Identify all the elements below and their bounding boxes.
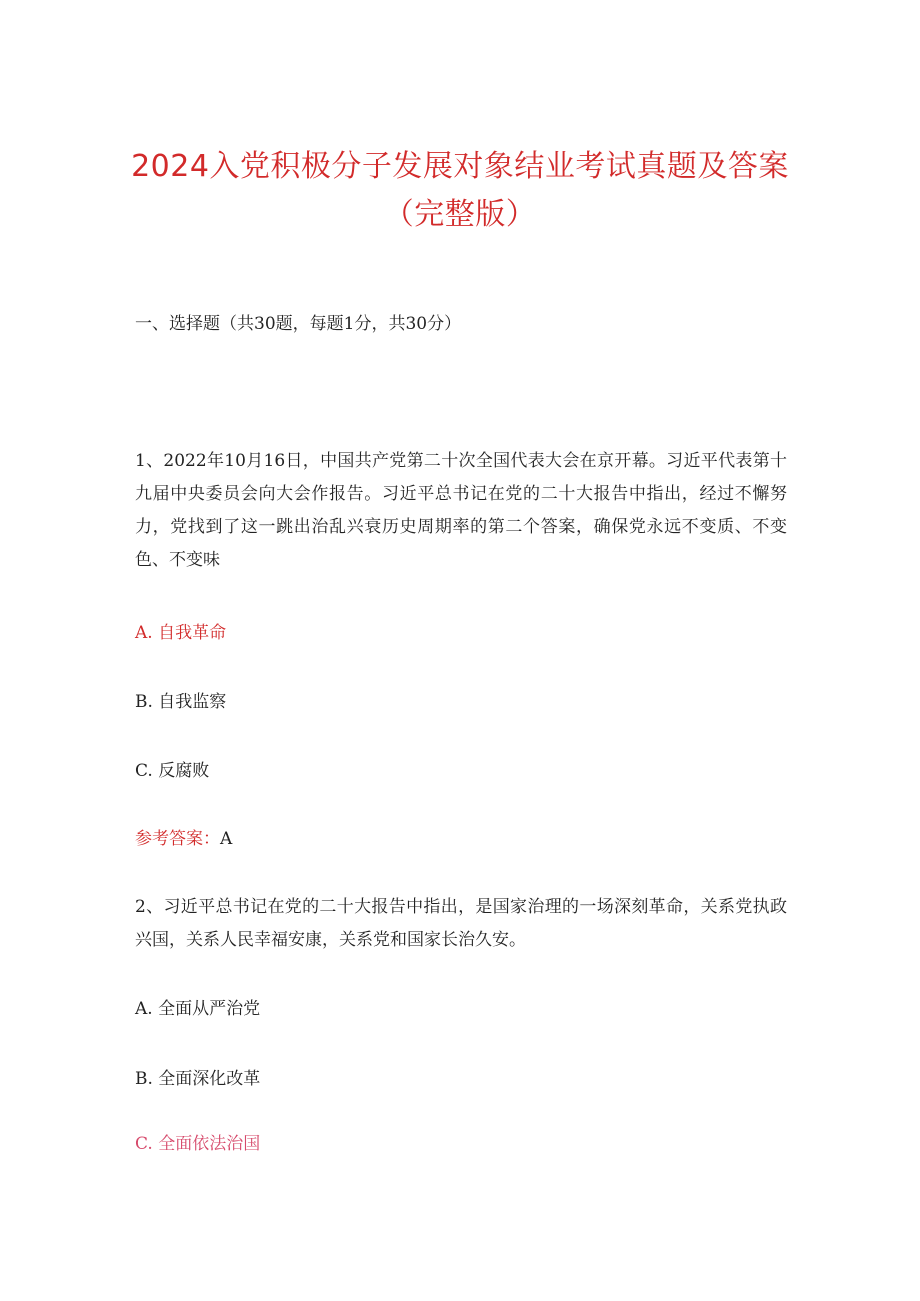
question-1-option-c: C. 反腐败 [135, 761, 210, 781]
question-1-answer [135, 826, 232, 852]
question-2-option-b: B. 全面深化改革 [135, 1069, 261, 1089]
question-2-option-a: A. 全面从严治党 [135, 999, 261, 1019]
question-1-option-b: B. 自我监察 [135, 692, 227, 712]
document-title: 2024入党积极分子发展对象结业考试真题及答案（完整版） [131, 149, 789, 232]
question-1-option-a: A. 自我革命 [135, 623, 227, 643]
question-2-text: 2、习近平总书记在党的二十大报告中指出，是国家治理的一场深刻革命，关系党执政兴国，关系人民幸福安康，关系党和国家长治久安。 [135, 897, 787, 950]
question-1-text: 1、2022年10月16日，中国共产党第二十次全国代表大会在京开幕。习近平代表第十九届中央委员会向大会作报告。习近平总书记在党的二十大报告中指出，经过不懈努力，党找到了这一跳出治乱兴衰历史周期率的第二个答案，确保党永远不变质、不变色、不变味 [135, 451, 787, 570]
answer-value: A [220, 829, 233, 849]
section-heading: 一、选择题（共30题，每题1分，共30分） [135, 314, 462, 334]
question-2-option-c: C. 全面依法治国 [135, 1134, 261, 1154]
answer-label: 参考答案： [135, 829, 220, 849]
